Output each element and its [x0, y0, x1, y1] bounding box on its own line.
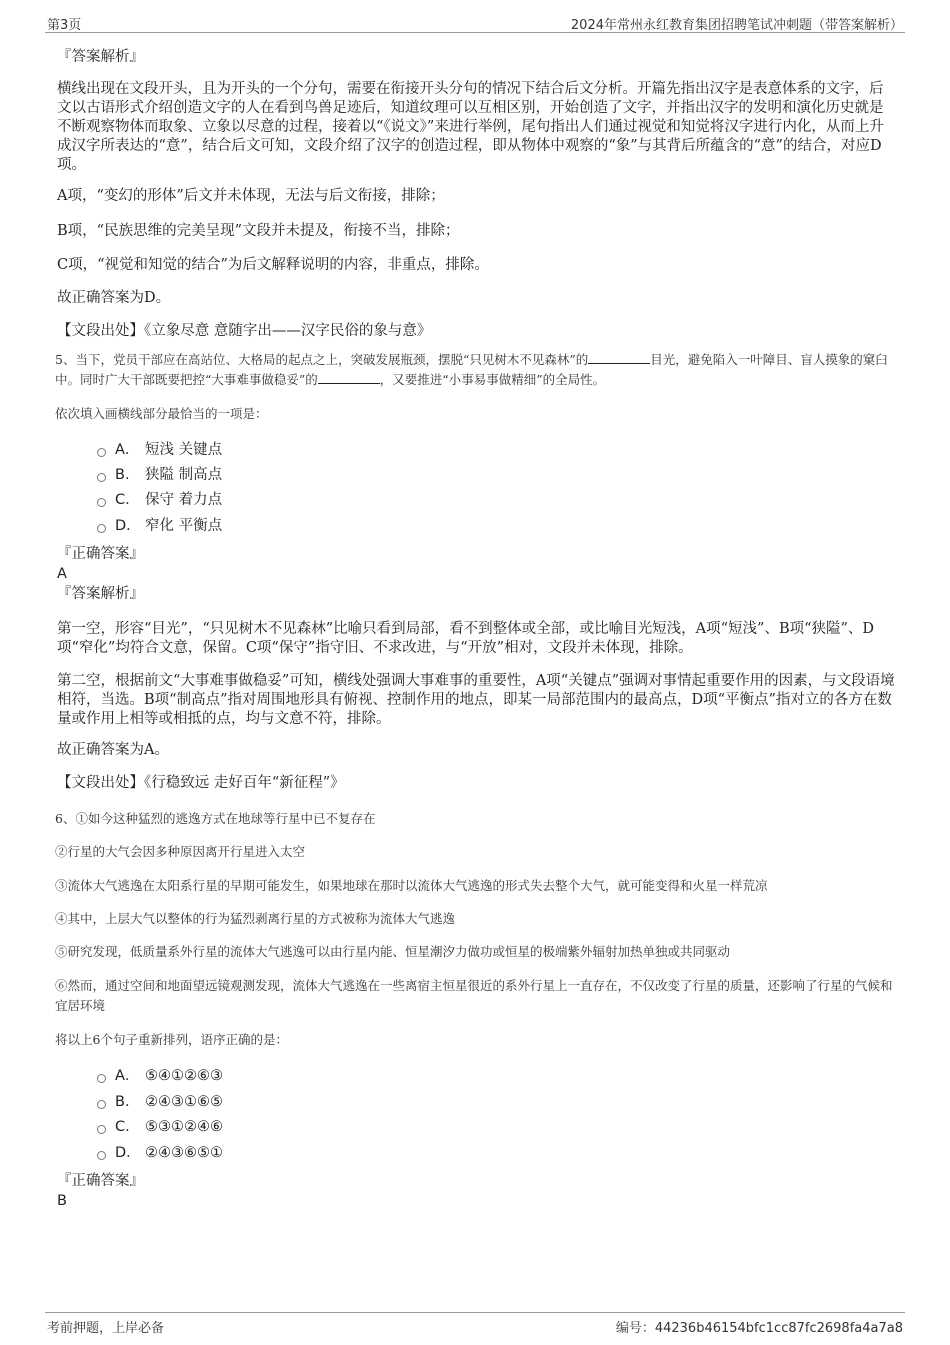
q6-sentence-4: ④其中，上层大气以整体的行为猛烈剥离行星的方式被称为流体大气逃逸 — [55, 911, 456, 926]
radio-icon[interactable] — [97, 448, 106, 457]
q5-blank-2 — [318, 371, 380, 384]
q5-option-b[interactable] — [97, 466, 222, 484]
q4-line-c: C项，“视觉和知觉的结合”为后文解释说明的内容，非重点，排除。 — [57, 257, 489, 273]
page-footer — [45, 1312, 905, 1337]
q5-option-d[interactable] — [97, 517, 222, 535]
option-letter: D． — [115, 518, 141, 534]
radio-icon[interactable] — [97, 1151, 106, 1160]
q5-option-c[interactable] — [97, 491, 222, 509]
radio-icon[interactable] — [97, 498, 106, 507]
footer-slogan: 考前押题，上岸必备 — [47, 1321, 165, 1336]
option-letter: A． — [115, 442, 140, 458]
radio-icon[interactable] — [97, 1074, 106, 1083]
q6-sentence-1: 6、①如今这种猛烈的逃逸方式在地球等行星中已不复存在 — [55, 811, 376, 826]
q5-source: 【文段出处】《行稳致远 走好百年“新征程”》 — [57, 775, 345, 791]
q6-answer-label: 『正确答案』 — [57, 1173, 144, 1189]
q6-instruction: 将以上6个句子重新排列，语序正确的是： — [55, 1032, 288, 1047]
q6-sentence-3: ③流体大气逃逸在太阳系行星的早期可能发生，如果地球在那时以流体大气逃逸的形式失去整个大气，就可能变得和火星一样荒凉 — [55, 878, 768, 893]
q5-blank-1 — [588, 351, 650, 364]
option-letter: B． — [115, 467, 140, 483]
q5-instruction: 依次填入画横线部分最恰当的一项是： — [55, 406, 268, 421]
q4-analysis-text: 横线出现在文段开头，且为开头的一个分句，需要在衔接开头分句的情况下结合后文分析。开篇先指出汉字是表意体系的文字，后文以古语形式介绍创造文字的人在看到鸟兽足迹后，知道纹理可以互相区别，开始创造了文字，并指出汉字的发明和演化历史就是不断观察物体而取象、立象以尽意的过程，接着以“《说文》”来进行举例，尾句指出人们通过视觉和知觉将汉字进行内化，从而上升成汉字所表达的“意”，结合后文可知，文段介绍了汉字的创造过程，即从物体中观察的“象”与其背后所蕴含的“意”的结合，对应D项。 — [57, 81, 884, 173]
q5-stem-part3: ，又要推进“小事易事做精细”的全局性。 — [379, 372, 606, 387]
q6-option-a[interactable] — [97, 1067, 223, 1085]
q5-analysis-p1: 第一空，形容“目光”，“只见树木不见森林”比喻只看到局部，看不到整体或全部，或比喻目光短浅，A项“短浅”、B项“狭隘”、D项“窄化”均符合文意，保留。C项“保守”指守旧、不求改进，与“开放”相对，文段并未体现，排除。 — [57, 621, 875, 656]
q4-line-a: A项，“变幻的形体”后文并未体现，无法与后文衔接，排除； — [57, 188, 445, 204]
option-text: 狭隘 制高点 — [145, 467, 223, 483]
q5-option-a[interactable] — [97, 441, 222, 459]
q5-conclusion: 故正确答案为A。 — [57, 742, 169, 758]
q6-sentence-2: ②行星的大气会因多种原因离开行星进入太空 — [55, 844, 306, 859]
radio-icon[interactable] — [97, 1125, 106, 1134]
page-header — [45, 12, 905, 33]
option-letter: A． — [115, 1068, 140, 1084]
radio-icon[interactable] — [97, 1100, 106, 1109]
document-title: 2024年常州永红教育集团招聘笔试冲刺题（带答案解析） — [570, 18, 903, 33]
document-id: 编号：44236b46154bfc1cc87fc2698fa4a7a8 — [615, 1321, 903, 1336]
q6-sentence-6: ⑥然而，通过空间和地面望远镜观测发现，流体大气逃逸在一些离宿主恒星很近的系外行星上一直存在，不仅改变了行星的质量，还影响了行星的气候和宜居环境 — [55, 978, 893, 1013]
q6-option-d[interactable] — [97, 1144, 223, 1162]
option-letter: C． — [115, 1119, 140, 1135]
option-letter: D． — [115, 1145, 141, 1161]
option-text: ⑤③①②④⑥ — [145, 1119, 223, 1135]
radio-icon[interactable] — [97, 473, 106, 482]
q5-analysis-p2: 第二空，根据前文“大事难事做稳妥”可知，横线处强调大事难事的重要性，A项“关键点”强调对事情起重要作用的因素，与文段语境相符，当选。B项“制高点”指对周围地形具有俯视、控制作用的地点，即某一局部范围内的最高点，D项“平衡点”指对立的各方在数量或作用上相等或相抵的点，均与文意不符，排除。 — [57, 673, 895, 727]
option-text: 窄化 平衡点 — [145, 518, 223, 534]
option-text: ②④③①⑥⑤ — [145, 1094, 223, 1110]
option-text: ⑤④①②⑥③ — [145, 1068, 223, 1084]
option-text: ②④③⑥⑤① — [145, 1145, 223, 1161]
option-letter: C． — [115, 492, 140, 508]
q5-answer-label: 『正确答案』 — [57, 546, 144, 562]
radio-icon[interactable] — [97, 524, 106, 533]
page-number: 第3页 — [47, 18, 82, 33]
option-text: 短浅 关键点 — [145, 442, 223, 458]
q6-option-b[interactable] — [97, 1093, 223, 1111]
option-letter: B． — [115, 1094, 140, 1110]
q5-stem-part2: 目光，避免陷入一叶障目、盲人摸象的窠臼中。同时广大干部既要把控“大事难事做稳妥”的 — [55, 352, 888, 387]
q5-answer: A — [57, 566, 67, 582]
q4-analysis-label: 『答案解析』 — [57, 49, 144, 65]
q4-conclusion: 故正确答案为D。 — [57, 290, 171, 306]
q6-option-c[interactable] — [97, 1118, 223, 1136]
q5-stem — [55, 350, 900, 390]
q4-source: 【文段出处】《立象尽意 意随字出——汉字民俗的象与意》 — [57, 323, 432, 339]
q5-analysis-label: 『答案解析』 — [57, 586, 144, 602]
option-text: 保守 着力点 — [145, 492, 223, 508]
q6-sentence-5: ⑤研究发现，低质量系外行星的流体大气逃逸可以由行星内能、恒星潮汐力做功或恒星的极端紫外辐射加热单独或共同驱动 — [55, 944, 731, 959]
q5-stem-part1: 5、当下，党员干部应在高站位、大格局的起点之上，突破发展瓶颈，摆脱“只见树木不见森林”的 — [55, 352, 589, 367]
q4-line-b: B项，“民族思维的完美呈现”文段并未提及，衔接不当，排除； — [57, 223, 460, 239]
q6-answer: B — [57, 1193, 67, 1209]
